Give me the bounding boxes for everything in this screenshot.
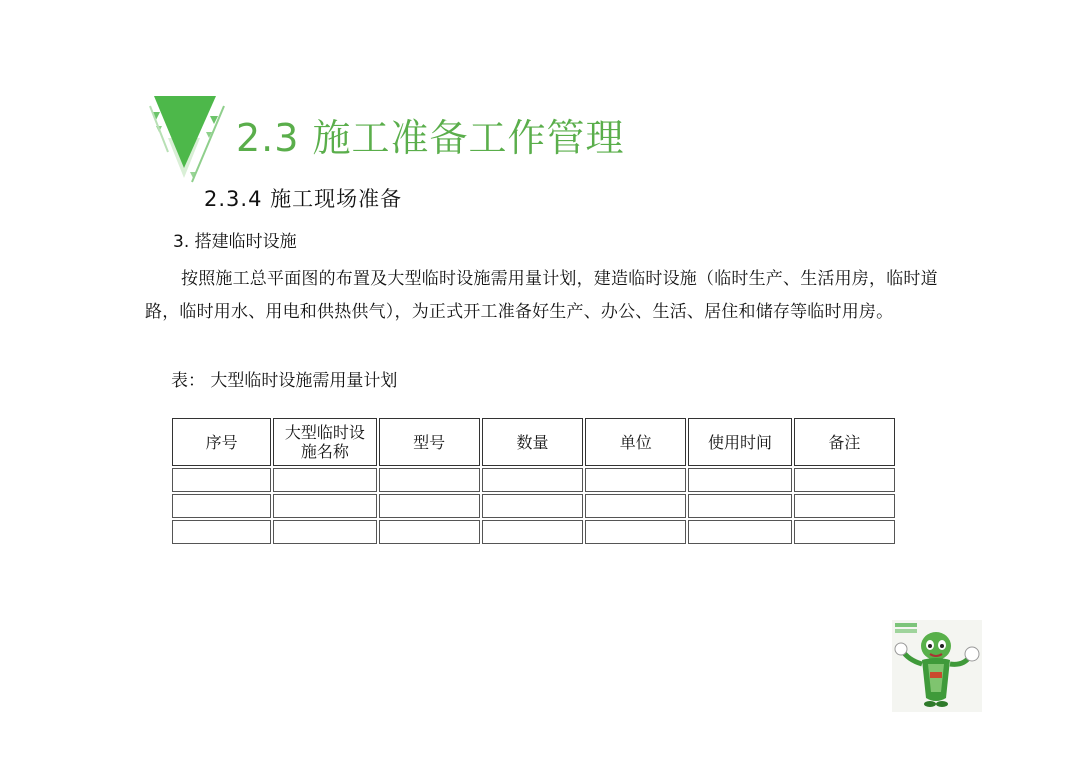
- table-header-row: [172, 418, 895, 466]
- table-cell: [482, 520, 583, 544]
- table-cell: [585, 468, 686, 492]
- table-cell: [794, 468, 895, 492]
- table-crop-mask: [165, 545, 905, 575]
- page-title: 2.3 施工准备工作管理: [236, 116, 625, 160]
- table-cell: [688, 494, 791, 518]
- table-cell: [379, 520, 480, 544]
- table-cell: [172, 468, 271, 492]
- table-cell: [172, 494, 271, 518]
- green-mascot-icon: [892, 620, 982, 712]
- table-cell: [379, 494, 480, 518]
- column-header: 数量: [482, 418, 583, 466]
- table-caption: 表： 大型临时设施需用量计划: [171, 371, 398, 391]
- table-cell: [482, 494, 583, 518]
- table-cell: [688, 468, 791, 492]
- table-cell: [172, 520, 271, 544]
- table-cell: [585, 494, 686, 518]
- column-header: 型号: [379, 418, 480, 466]
- section-subtitle: 2.3.4 施工现场准备: [204, 187, 403, 211]
- table-cell: [482, 468, 583, 492]
- table-cell: [688, 520, 791, 544]
- table-cell: [379, 468, 480, 492]
- green-triangle-logo-icon: [146, 92, 236, 188]
- table-row: [172, 520, 895, 544]
- column-header: 单位: [585, 418, 686, 466]
- table-cell: [794, 494, 895, 518]
- body-paragraph: 按照施工总平面图的布置及大型临时设施需用量计划，建造临时设施（临时生产、生活用房，临时道路，临时用水、用电和供热供气），为正式开工准备好生产、办公、生活、居住和储存等临时用房。: [145, 269, 938, 322]
- table-cell: [794, 520, 895, 544]
- column-header: 序号: [172, 418, 271, 466]
- table-cell: [273, 520, 376, 544]
- column-header: 使用时间: [688, 418, 791, 466]
- table-cell: [273, 468, 376, 492]
- facility-plan-table: [170, 416, 897, 546]
- table-cell: [273, 494, 376, 518]
- column-header-text: 大型临时设施名称: [284, 423, 365, 461]
- column-header: 备注: [794, 418, 895, 466]
- table-row: [172, 494, 895, 518]
- table-row: [172, 468, 895, 492]
- column-header: [273, 418, 376, 466]
- table-cell: [585, 520, 686, 544]
- section-label: 3. 搭建临时设施: [173, 232, 297, 252]
